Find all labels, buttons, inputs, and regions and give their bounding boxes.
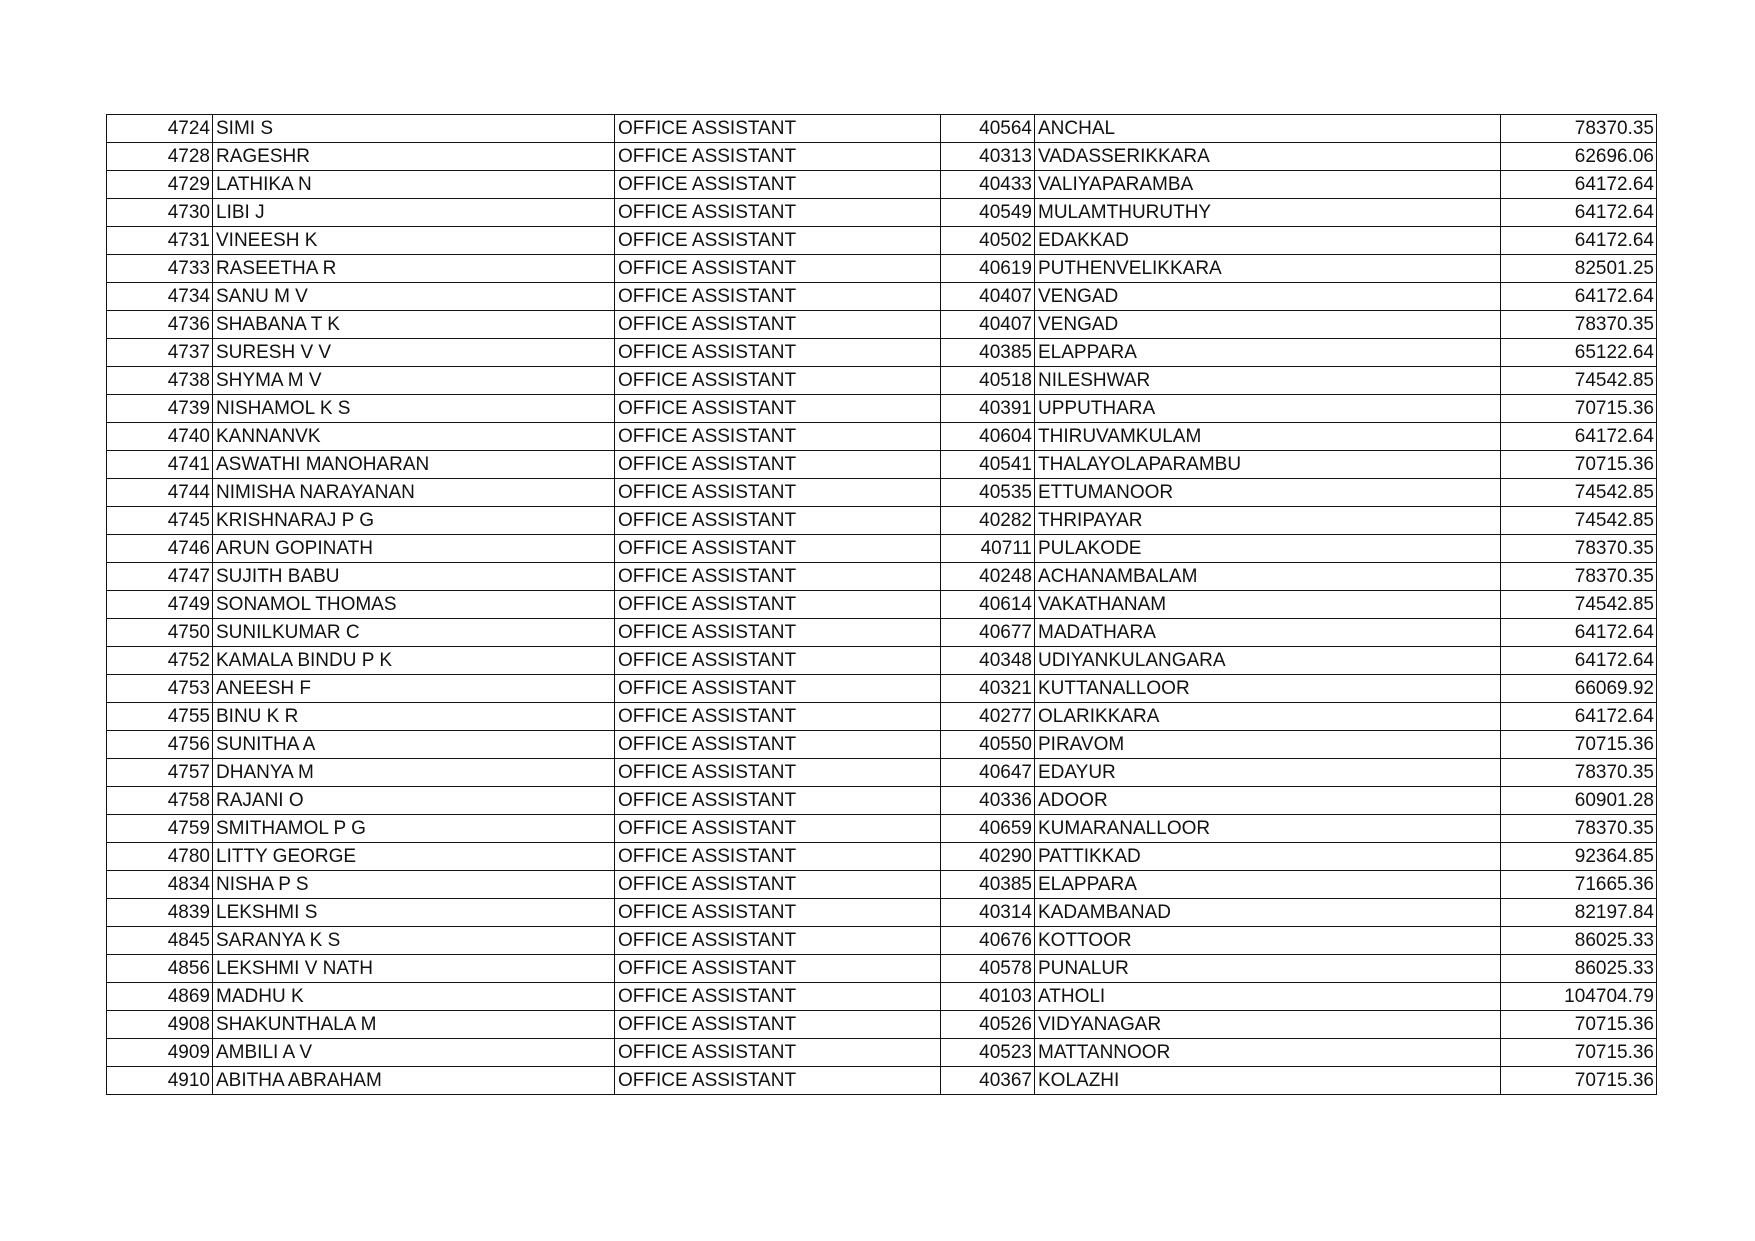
employee-name-cell: AMBILI A V	[213, 1039, 615, 1067]
office-name-cell: UPPUTHARA	[1035, 395, 1501, 423]
office-code-cell: 40549	[941, 199, 1035, 227]
table-row	[107, 647, 1657, 675]
employee-id-cell: 4744	[107, 479, 213, 507]
designation-cell: OFFICE ASSISTANT	[615, 843, 941, 871]
office-code-cell: 40314	[941, 899, 1035, 927]
employee-id-cell: 4758	[107, 787, 213, 815]
designation-cell: OFFICE ASSISTANT	[615, 563, 941, 591]
employee-id-cell: 4745	[107, 507, 213, 535]
employee-id-cell: 4834	[107, 871, 213, 899]
table-row	[107, 171, 1657, 199]
office-name-cell: VIDYANAGAR	[1035, 1011, 1501, 1039]
office-code-cell: 40659	[941, 815, 1035, 843]
amount-cell: 86025.33	[1501, 955, 1657, 983]
table-row	[107, 1011, 1657, 1039]
table-body	[107, 115, 1657, 1095]
office-name-cell: ELAPPARA	[1035, 871, 1501, 899]
table-row	[107, 535, 1657, 563]
employee-name-cell: VINEESH K	[213, 227, 615, 255]
designation-cell: OFFICE ASSISTANT	[615, 899, 941, 927]
office-name-cell: ADOOR	[1035, 787, 1501, 815]
employee-name-cell: KRISHNARAJ P G	[213, 507, 615, 535]
designation-cell: OFFICE ASSISTANT	[615, 535, 941, 563]
office-code-cell: 40103	[941, 983, 1035, 1011]
office-code-cell: 40619	[941, 255, 1035, 283]
employee-id-cell: 4755	[107, 703, 213, 731]
employee-table	[106, 114, 1657, 1095]
office-name-cell: OLARIKKARA	[1035, 703, 1501, 731]
employee-id-cell: 4752	[107, 647, 213, 675]
table-row	[107, 311, 1657, 339]
table-row	[107, 871, 1657, 899]
office-name-cell: KADAMBANAD	[1035, 899, 1501, 927]
office-name-cell: VENGAD	[1035, 283, 1501, 311]
designation-cell: OFFICE ASSISTANT	[615, 871, 941, 899]
designation-cell: OFFICE ASSISTANT	[615, 115, 941, 143]
amount-cell: 70715.36	[1501, 731, 1657, 759]
amount-cell: 71665.36	[1501, 871, 1657, 899]
table-row	[107, 703, 1657, 731]
employee-id-cell: 4780	[107, 843, 213, 871]
table-row	[107, 787, 1657, 815]
employee-id-cell: 4724	[107, 115, 213, 143]
employee-name-cell: SHYMA M V	[213, 367, 615, 395]
employee-id-cell: 4739	[107, 395, 213, 423]
amount-cell: 64172.64	[1501, 199, 1657, 227]
table-row	[107, 731, 1657, 759]
employee-id-cell: 4753	[107, 675, 213, 703]
office-name-cell: KOTTOOR	[1035, 927, 1501, 955]
amount-cell: 78370.35	[1501, 115, 1657, 143]
employee-name-cell: ARUN GOPINATH	[213, 535, 615, 563]
office-name-cell: THIRUVAMKULAM	[1035, 423, 1501, 451]
amount-cell: 65122.64	[1501, 339, 1657, 367]
table-row	[107, 983, 1657, 1011]
employee-name-cell: NIMISHA NARAYANAN	[213, 479, 615, 507]
amount-cell: 78370.35	[1501, 815, 1657, 843]
employee-name-cell: SUNITHA A	[213, 731, 615, 759]
table-row	[107, 451, 1657, 479]
table-row	[107, 283, 1657, 311]
table-row	[107, 843, 1657, 871]
employee-id-cell: 4757	[107, 759, 213, 787]
amount-cell: 82501.25	[1501, 255, 1657, 283]
table-row	[107, 591, 1657, 619]
amount-cell: 70715.36	[1501, 1067, 1657, 1095]
office-name-cell: VAKATHANAM	[1035, 591, 1501, 619]
employee-id-cell: 4845	[107, 927, 213, 955]
employee-name-cell: RASEETHA R	[213, 255, 615, 283]
office-name-cell: NILESHWAR	[1035, 367, 1501, 395]
office-code-cell: 40433	[941, 171, 1035, 199]
designation-cell: OFFICE ASSISTANT	[615, 983, 941, 1011]
data-sheet	[106, 114, 1656, 1095]
employee-id-cell: 4730	[107, 199, 213, 227]
employee-name-cell: ABITHA ABRAHAM	[213, 1067, 615, 1095]
table-row	[107, 339, 1657, 367]
office-code-cell: 40321	[941, 675, 1035, 703]
designation-cell: OFFICE ASSISTANT	[615, 367, 941, 395]
amount-cell: 70715.36	[1501, 1039, 1657, 1067]
table-row	[107, 507, 1657, 535]
employee-name-cell: SARANYA K S	[213, 927, 615, 955]
amount-cell: 64172.64	[1501, 647, 1657, 675]
office-name-cell: MATTANNOOR	[1035, 1039, 1501, 1067]
office-code-cell: 40614	[941, 591, 1035, 619]
office-code-cell: 40277	[941, 703, 1035, 731]
amount-cell: 70715.36	[1501, 451, 1657, 479]
office-code-cell: 40385	[941, 871, 1035, 899]
amount-cell: 60901.28	[1501, 787, 1657, 815]
office-code-cell: 40290	[941, 843, 1035, 871]
designation-cell: OFFICE ASSISTANT	[615, 311, 941, 339]
designation-cell: OFFICE ASSISTANT	[615, 1039, 941, 1067]
office-code-cell: 40336	[941, 787, 1035, 815]
office-name-cell: ELAPPARA	[1035, 339, 1501, 367]
employee-name-cell: LATHIKA N	[213, 171, 615, 199]
office-name-cell: MULAMTHURUTHY	[1035, 199, 1501, 227]
employee-name-cell: SANU M V	[213, 283, 615, 311]
office-code-cell: 40647	[941, 759, 1035, 787]
office-name-cell: PULAKODE	[1035, 535, 1501, 563]
amount-cell: 70715.36	[1501, 1011, 1657, 1039]
amount-cell: 64172.64	[1501, 283, 1657, 311]
office-code-cell: 40348	[941, 647, 1035, 675]
table-row	[107, 227, 1657, 255]
table-row	[107, 899, 1657, 927]
employee-name-cell: RAJANI O	[213, 787, 615, 815]
employee-id-cell: 4729	[107, 171, 213, 199]
designation-cell: OFFICE ASSISTANT	[615, 703, 941, 731]
office-code-cell: 40677	[941, 619, 1035, 647]
office-name-cell: THRIPAYAR	[1035, 507, 1501, 535]
amount-cell: 74542.85	[1501, 507, 1657, 535]
employee-id-cell: 4734	[107, 283, 213, 311]
table-row	[107, 675, 1657, 703]
employee-id-cell: 4910	[107, 1067, 213, 1095]
table-row	[107, 1039, 1657, 1067]
office-name-cell: EDAYUR	[1035, 759, 1501, 787]
office-name-cell: PUTHENVELIKKARA	[1035, 255, 1501, 283]
employee-id-cell: 4869	[107, 983, 213, 1011]
amount-cell: 78370.35	[1501, 311, 1657, 339]
amount-cell: 74542.85	[1501, 367, 1657, 395]
employee-id-cell: 4728	[107, 143, 213, 171]
office-name-cell: ETTUMANOOR	[1035, 479, 1501, 507]
employee-name-cell: SUJITH BABU	[213, 563, 615, 591]
designation-cell: OFFICE ASSISTANT	[615, 591, 941, 619]
office-name-cell: MADATHARA	[1035, 619, 1501, 647]
table-row	[107, 1067, 1657, 1095]
office-code-cell: 40407	[941, 311, 1035, 339]
designation-cell: OFFICE ASSISTANT	[615, 1067, 941, 1095]
designation-cell: OFFICE ASSISTANT	[615, 731, 941, 759]
designation-cell: OFFICE ASSISTANT	[615, 451, 941, 479]
employee-id-cell: 4756	[107, 731, 213, 759]
employee-id-cell: 4731	[107, 227, 213, 255]
designation-cell: OFFICE ASSISTANT	[615, 283, 941, 311]
employee-name-cell: ANEESH F	[213, 675, 615, 703]
table-row	[107, 927, 1657, 955]
amount-cell: 64172.64	[1501, 703, 1657, 731]
office-code-cell: 40502	[941, 227, 1035, 255]
employee-name-cell: BINU K R	[213, 703, 615, 731]
office-name-cell: ATHOLI	[1035, 983, 1501, 1011]
designation-cell: OFFICE ASSISTANT	[615, 339, 941, 367]
employee-id-cell: 4741	[107, 451, 213, 479]
employee-name-cell: LEKSHMI V NATH	[213, 955, 615, 983]
office-name-cell: KUMARANALLOOR	[1035, 815, 1501, 843]
designation-cell: OFFICE ASSISTANT	[615, 171, 941, 199]
office-name-cell: KUTTANALLOOR	[1035, 675, 1501, 703]
designation-cell: OFFICE ASSISTANT	[615, 143, 941, 171]
designation-cell: OFFICE ASSISTANT	[615, 927, 941, 955]
office-code-cell: 40523	[941, 1039, 1035, 1067]
office-code-cell: 40535	[941, 479, 1035, 507]
amount-cell: 64172.64	[1501, 227, 1657, 255]
employee-id-cell: 4746	[107, 535, 213, 563]
employee-id-cell: 4839	[107, 899, 213, 927]
amount-cell: 64172.64	[1501, 171, 1657, 199]
employee-name-cell: SUNILKUMAR C	[213, 619, 615, 647]
table-row	[107, 423, 1657, 451]
office-code-cell: 40676	[941, 927, 1035, 955]
employee-name-cell: ASWATHI MANOHARAN	[213, 451, 615, 479]
employee-id-cell: 4749	[107, 591, 213, 619]
table-row	[107, 563, 1657, 591]
table-row	[107, 395, 1657, 423]
office-name-cell: PIRAVOM	[1035, 731, 1501, 759]
employee-name-cell: KANNANVK	[213, 423, 615, 451]
amount-cell: 70715.36	[1501, 395, 1657, 423]
designation-cell: OFFICE ASSISTANT	[615, 423, 941, 451]
table-row	[107, 143, 1657, 171]
amount-cell: 92364.85	[1501, 843, 1657, 871]
office-code-cell: 40578	[941, 955, 1035, 983]
employee-name-cell: LITTY GEORGE	[213, 843, 615, 871]
office-name-cell: VALIYAPARAMBA	[1035, 171, 1501, 199]
office-code-cell: 40282	[941, 507, 1035, 535]
office-code-cell: 40604	[941, 423, 1035, 451]
employee-name-cell: SURESH V V	[213, 339, 615, 367]
office-name-cell: VADASSERIKKARA	[1035, 143, 1501, 171]
amount-cell: 74542.85	[1501, 591, 1657, 619]
employee-name-cell: SMITHAMOL P G	[213, 815, 615, 843]
employee-name-cell: NISHA P S	[213, 871, 615, 899]
employee-name-cell: KAMALA BINDU P K	[213, 647, 615, 675]
table-row	[107, 367, 1657, 395]
employee-name-cell: RAGESHR	[213, 143, 615, 171]
table-row	[107, 759, 1657, 787]
employee-id-cell: 4737	[107, 339, 213, 367]
office-code-cell: 40367	[941, 1067, 1035, 1095]
office-code-cell: 40385	[941, 339, 1035, 367]
office-code-cell: 40391	[941, 395, 1035, 423]
amount-cell: 104704.79	[1501, 983, 1657, 1011]
office-name-cell: ANCHAL	[1035, 115, 1501, 143]
employee-id-cell: 4736	[107, 311, 213, 339]
office-code-cell: 40711	[941, 535, 1035, 563]
table-row	[107, 955, 1657, 983]
employee-id-cell: 4738	[107, 367, 213, 395]
designation-cell: OFFICE ASSISTANT	[615, 759, 941, 787]
designation-cell: OFFICE ASSISTANT	[615, 199, 941, 227]
employee-name-cell: SIMI S	[213, 115, 615, 143]
amount-cell: 86025.33	[1501, 927, 1657, 955]
office-name-cell: PATTIKKAD	[1035, 843, 1501, 871]
office-code-cell: 40541	[941, 451, 1035, 479]
amount-cell: 78370.35	[1501, 759, 1657, 787]
office-code-cell: 40313	[941, 143, 1035, 171]
office-name-cell: UDIYANKULANGARA	[1035, 647, 1501, 675]
designation-cell: OFFICE ASSISTANT	[615, 255, 941, 283]
designation-cell: OFFICE ASSISTANT	[615, 227, 941, 255]
employee-id-cell: 4750	[107, 619, 213, 647]
designation-cell: OFFICE ASSISTANT	[615, 507, 941, 535]
employee-name-cell: SHABANA T K	[213, 311, 615, 339]
employee-id-cell: 4747	[107, 563, 213, 591]
employee-name-cell: LIBI J	[213, 199, 615, 227]
designation-cell: OFFICE ASSISTANT	[615, 675, 941, 703]
designation-cell: OFFICE ASSISTANT	[615, 647, 941, 675]
table-row	[107, 199, 1657, 227]
office-name-cell: PUNALUR	[1035, 955, 1501, 983]
office-name-cell: KOLAZHI	[1035, 1067, 1501, 1095]
office-code-cell: 40407	[941, 283, 1035, 311]
office-name-cell: ACHANAMBALAM	[1035, 563, 1501, 591]
table-row	[107, 815, 1657, 843]
employee-name-cell: MADHU K	[213, 983, 615, 1011]
designation-cell: OFFICE ASSISTANT	[615, 955, 941, 983]
office-code-cell: 40526	[941, 1011, 1035, 1039]
office-code-cell: 40518	[941, 367, 1035, 395]
amount-cell: 64172.64	[1501, 423, 1657, 451]
office-name-cell: THALAYOLAPARAMBU	[1035, 451, 1501, 479]
amount-cell: 74542.85	[1501, 479, 1657, 507]
employee-id-cell: 4733	[107, 255, 213, 283]
designation-cell: OFFICE ASSISTANT	[615, 787, 941, 815]
employee-id-cell: 4759	[107, 815, 213, 843]
employee-name-cell: NISHAMOL K S	[213, 395, 615, 423]
office-code-cell: 40550	[941, 731, 1035, 759]
amount-cell: 66069.92	[1501, 675, 1657, 703]
designation-cell: OFFICE ASSISTANT	[615, 1011, 941, 1039]
office-code-cell: 40564	[941, 115, 1035, 143]
employee-name-cell: SONAMOL THOMAS	[213, 591, 615, 619]
amount-cell: 62696.06	[1501, 143, 1657, 171]
table-row	[107, 479, 1657, 507]
table-row	[107, 255, 1657, 283]
employee-id-cell: 4908	[107, 1011, 213, 1039]
designation-cell: OFFICE ASSISTANT	[615, 815, 941, 843]
employee-name-cell: SHAKUNTHALA M	[213, 1011, 615, 1039]
office-name-cell: EDAKKAD	[1035, 227, 1501, 255]
designation-cell: OFFICE ASSISTANT	[615, 479, 941, 507]
office-name-cell: VENGAD	[1035, 311, 1501, 339]
employee-id-cell: 4909	[107, 1039, 213, 1067]
office-code-cell: 40248	[941, 563, 1035, 591]
designation-cell: OFFICE ASSISTANT	[615, 395, 941, 423]
designation-cell: OFFICE ASSISTANT	[615, 619, 941, 647]
table-row	[107, 619, 1657, 647]
amount-cell: 82197.84	[1501, 899, 1657, 927]
employee-id-cell: 4740	[107, 423, 213, 451]
employee-id-cell: 4856	[107, 955, 213, 983]
employee-name-cell: DHANYA M	[213, 759, 615, 787]
amount-cell: 64172.64	[1501, 619, 1657, 647]
amount-cell: 78370.35	[1501, 535, 1657, 563]
employee-name-cell: LEKSHMI S	[213, 899, 615, 927]
amount-cell: 78370.35	[1501, 563, 1657, 591]
table-row	[107, 115, 1657, 143]
